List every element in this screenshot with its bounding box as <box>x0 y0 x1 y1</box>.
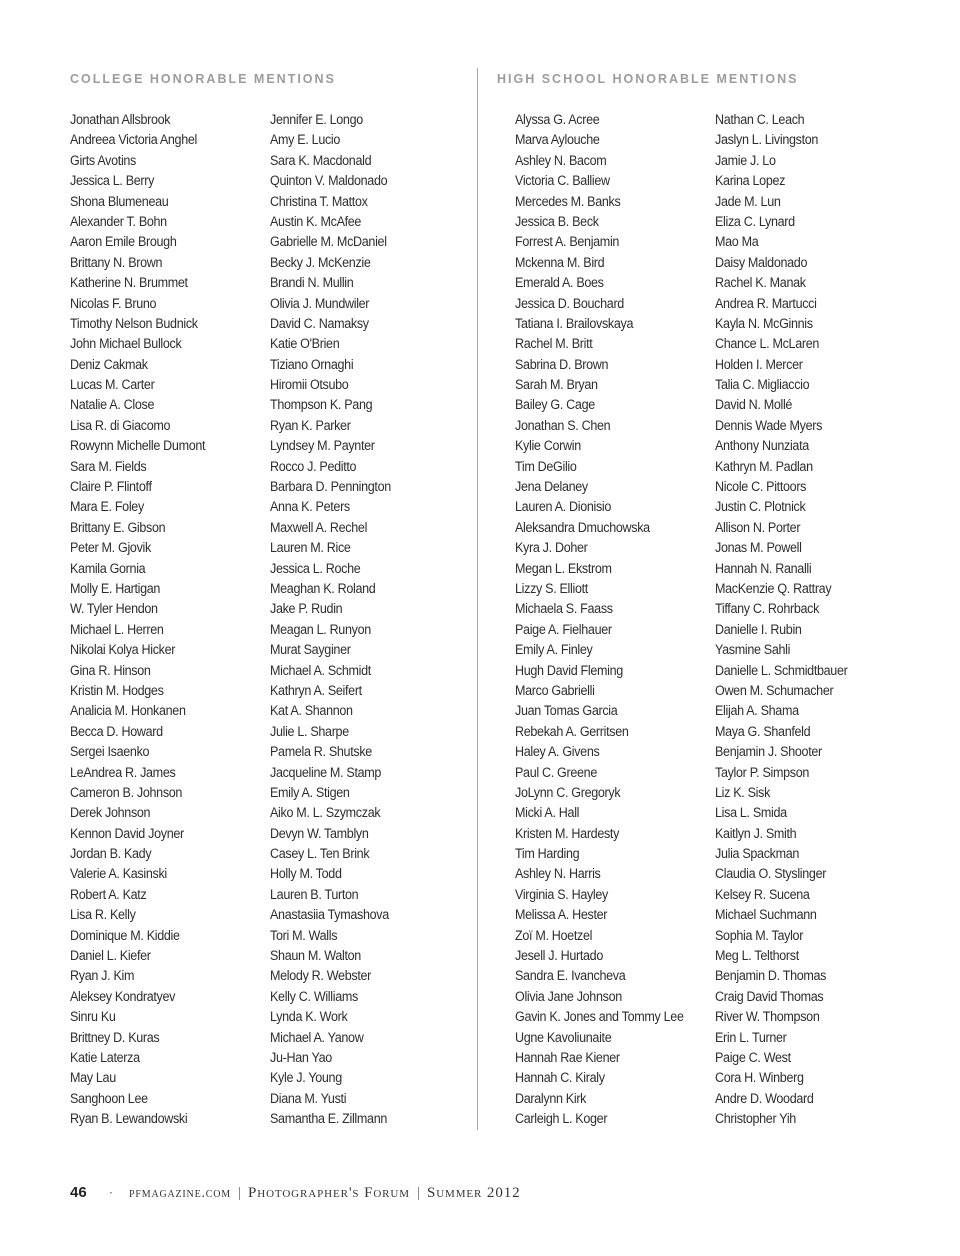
name-entry: Jordan B. Kady <box>70 846 152 862</box>
name-entry: Forrest A. Benjamin <box>515 234 620 250</box>
name-entry: Lyndsey M. Paynter <box>270 438 375 454</box>
name-entry: Brittany E. Gibson <box>70 519 166 535</box>
name-entry: Lynda K. Work <box>270 1009 348 1025</box>
name-entry: Julie L. Sharpe <box>270 723 349 739</box>
name-entry: Jessica L. Berry <box>70 173 155 189</box>
name-entry: Ryan B. Lewandowski <box>70 1111 188 1127</box>
name-entry: Katie Laterza <box>70 1049 140 1065</box>
name-entry: Melody R. Webster <box>270 968 371 984</box>
name-entry: Liz K. Sisk <box>715 784 771 800</box>
name-entry: Rowynn Michelle Dumont <box>70 438 206 454</box>
footer-divider: | <box>237 1185 241 1201</box>
name-entry: Lisa R. Kelly <box>70 907 136 923</box>
name-entry: Taylor P. Simpson <box>715 764 810 780</box>
name-entry: John Michael Bullock <box>70 336 182 352</box>
name-entry: Benjamin J. Shooter <box>715 744 822 760</box>
name-entry: Chance L. McLaren <box>715 336 820 352</box>
name-entry: Lucas M. Carter <box>70 377 155 393</box>
name-entry: Rachel K. Manak <box>715 275 806 291</box>
name-entry: Andrea R. Martucci <box>715 295 817 311</box>
name-entry: Brandi N. Mullin <box>270 275 354 291</box>
name-entry: Quinton V. Maldonado <box>270 173 388 189</box>
name-entry: Michael Suchmann <box>715 907 817 923</box>
name-entry: Olivia Jane Johnson <box>515 988 622 1004</box>
name-entry: Gabrielle M. McDaniel <box>270 234 387 250</box>
name-entry: Murat Sayginer <box>270 642 351 658</box>
name-entry: Emerald A. Boes <box>515 275 604 291</box>
name-entry: Natalie A. Close <box>70 397 155 413</box>
name-entry: Michael A. Yanow <box>270 1029 364 1045</box>
name-entry: Jaslyn L. Livingston <box>715 132 819 148</box>
name-entry: Kayla N. McGinnis <box>715 315 813 331</box>
name-entry: Melissa A. Hester <box>515 907 608 923</box>
high-school-names-column-2 <box>715 110 857 1130</box>
name-entry: Danielle L. Schmidtbauer <box>715 662 848 678</box>
name-entry: Maxwell A. Rechel <box>270 519 368 535</box>
name-entry: Aleksey Kondratyev <box>70 988 176 1004</box>
name-entry: Becca D. Howard <box>70 723 163 739</box>
name-entry: Holden I. Mercer <box>715 356 803 372</box>
name-entry: Talia C. Migliaccio <box>715 377 810 393</box>
name-entry: Paul C. Greene <box>515 764 597 780</box>
name-entry: Shona Blumeneau <box>70 193 169 209</box>
name-entry: Justin C. Plotnick <box>715 499 806 515</box>
name-entry: Sophia M. Taylor <box>715 927 804 943</box>
name-entry: Thompson K. Pang <box>270 397 373 413</box>
name-entry: Danielle I. Rubin <box>715 621 802 637</box>
name-entry: Jonas M. Powell <box>715 540 802 556</box>
name-entry: Kyra J. Doher <box>515 540 588 556</box>
footer-magazine-title: Photographer's Forum <box>247 1185 410 1201</box>
name-entry: Kyle J. Young <box>270 1070 342 1086</box>
footer-issue: Summer 2012 <box>426 1185 521 1201</box>
footer-separator-dot: · <box>108 1185 114 1200</box>
name-entry: Daisy Maldonado <box>715 254 808 270</box>
name-entry: Jena Delaney <box>515 479 588 495</box>
name-entry: Owen M. Schumacher <box>715 682 834 698</box>
name-entry: Michael A. Schmidt <box>270 662 371 678</box>
name-entry: Dennis Wade Myers <box>715 417 823 433</box>
name-entry: Yasmine Sahli <box>715 642 791 658</box>
name-entry: Casey L. Ten Brink <box>270 846 370 862</box>
name-entry: Jessica B. Beck <box>515 213 599 229</box>
name-entry: Katherine N. Brummet <box>70 275 188 291</box>
name-entry: Pamela R. Shutske <box>270 744 372 760</box>
name-entry: Michaela S. Faass <box>515 601 613 617</box>
name-entry: Sarah M. Bryan <box>515 377 598 393</box>
name-entry: Claire P. Flintoff <box>70 479 152 495</box>
name-entry: MacKenzie Q. Rattray <box>715 580 832 596</box>
name-entry: Jacqueline M. Stamp <box>270 764 382 780</box>
name-entry: Meg L. Telthorst <box>715 948 799 964</box>
name-entry: Benjamin D. Thomas <box>715 968 827 984</box>
name-entry: Mara E. Foley <box>70 499 144 515</box>
name-entry: Tatiana I. Brailovskaya <box>515 315 634 331</box>
name-entry: Kristin M. Hodges <box>70 682 164 698</box>
name-entry: Hannah Rae Kiener <box>515 1049 620 1065</box>
name-entry: Haley A. Givens <box>515 744 600 760</box>
name-entry: Becky J. McKenzie <box>270 254 371 270</box>
name-entry: Andreea Victoria Anghel <box>70 132 198 148</box>
name-entry: Tim Harding <box>515 846 580 862</box>
name-entry: Kennon David Joyner <box>70 825 184 841</box>
name-entry: Kaitlyn J. Smith <box>715 825 797 841</box>
name-entry: Hugh David Fleming <box>515 662 623 678</box>
name-entry: Sinru Ku <box>70 1009 116 1025</box>
name-entry: Ryan K. Parker <box>270 417 351 433</box>
name-entry: Kelsey R. Sucena <box>715 886 810 902</box>
name-entry: Lauren M. Rice <box>270 540 351 556</box>
high-school-heading: HIGH SCHOOL HONORABLE MENTIONS <box>497 72 799 86</box>
name-entry: Michael L. Herren <box>70 621 164 637</box>
name-entry: Jonathan S. Chen <box>515 417 611 433</box>
name-entry: Lauren B. Turton <box>270 886 359 902</box>
name-entry: Aaron Emile Brough <box>70 234 177 250</box>
name-entry: Karina Lopez <box>715 173 786 189</box>
name-entry: Cameron B. Johnson <box>70 784 183 800</box>
name-entry: Tiziano Ornaghi <box>270 356 354 372</box>
name-entry: Peter M. Gjovik <box>70 540 151 556</box>
name-entry: Rebekah A. Gerritsen <box>515 723 629 739</box>
name-entry: Elijah A. Shama <box>715 703 799 719</box>
name-entry: Kathryn M. Padlan <box>715 458 813 474</box>
page-number: 46 <box>70 1184 87 1201</box>
name-entry: Cora H. Winberg <box>715 1070 804 1086</box>
name-entry: Nicole C. Pittoors <box>715 479 807 495</box>
name-entry: Hannah C. Kiraly <box>515 1070 605 1086</box>
name-entry: Rachel M. Britt <box>515 336 593 352</box>
name-entry: Aiko M. L. Szymczak <box>270 805 381 821</box>
name-entry: Ryan J. Kim <box>70 968 135 984</box>
name-entry: Dominique M. Kiddie <box>70 927 180 943</box>
footer-site: pfmagazine.com <box>129 1186 231 1201</box>
name-entry: Samantha E. Zillmann <box>270 1111 388 1127</box>
name-entry: Jessica L. Roche <box>270 560 361 576</box>
name-entry: Gina R. Hinson <box>70 662 151 678</box>
name-entry: Sara M. Fields <box>70 458 147 474</box>
name-entry: Anthony Nunziata <box>715 438 809 454</box>
name-entry: River W. Thompson <box>715 1009 820 1025</box>
name-entry: Diana M. Yusti <box>270 1090 347 1106</box>
name-entry: Jessica D. Bouchard <box>515 295 624 311</box>
name-entry: Hannah N. Ranalli <box>715 560 812 576</box>
name-entry: Girts Avotins <box>70 152 137 168</box>
name-entry: Kat A. Shannon <box>270 703 353 719</box>
name-entry: Nikolai Kolya Hicker <box>70 642 176 658</box>
name-entry: Erin L. Turner <box>715 1029 787 1045</box>
name-entry: Brittany N. Brown <box>70 254 163 270</box>
name-entry: Mercedes M. Banks <box>515 193 621 209</box>
name-entry: Deniz Cakmak <box>70 356 148 372</box>
name-entry: Lizzy S. Elliott <box>515 580 588 596</box>
name-entry: Olivia J. Mundwiler <box>270 295 370 311</box>
name-entry: Julia Spackman <box>715 846 800 862</box>
name-entry: Craig David Thomas <box>715 988 824 1004</box>
name-entry: Marva Aylouche <box>515 132 600 148</box>
name-entry: Devyn W. Tamblyn <box>270 825 369 841</box>
name-entry: Tori M. Walls <box>270 927 338 943</box>
name-entry: Sara K. Macdonald <box>270 152 372 168</box>
name-entry: Jade M. Lun <box>715 193 781 209</box>
name-entry: Derek Johnson <box>70 805 151 821</box>
name-entry: Allison N. Porter <box>715 519 801 535</box>
high-school-names-column-1 <box>515 110 696 1130</box>
name-entry: Eliza C. Lynard <box>715 213 795 229</box>
name-entry: Jake P. Rudin <box>270 601 343 617</box>
name-entry: Alexander T. Bohn <box>70 213 167 229</box>
name-entry: Kylie Corwin <box>515 438 581 454</box>
name-entry: Timothy Nelson Budnick <box>70 315 198 331</box>
name-entry: Kamila Gornia <box>70 560 146 576</box>
name-entry: Paige A. Fielhauer <box>515 621 612 637</box>
footer-divider: | <box>416 1185 420 1201</box>
name-entry: W. Tyler Hendon <box>70 601 158 617</box>
name-entry: Lisa L. Smida <box>715 805 787 821</box>
name-entry: Sanghoon Lee <box>70 1090 148 1106</box>
name-entry: Megan L. Ekstrom <box>515 560 612 576</box>
name-entry: Micki A. Hall <box>515 805 580 821</box>
name-entry: Christina T. Mattox <box>270 193 368 209</box>
name-entry: Holly M. Todd <box>270 866 342 882</box>
name-entry: Lauren A. Dionisio <box>515 499 612 515</box>
name-entry: Sabrina D. Brown <box>515 356 609 372</box>
name-entry: Alyssa G. Acree <box>515 112 600 127</box>
name-entry: Ashley N. Bacom <box>515 152 607 168</box>
name-entry: Meaghan K. Roland <box>270 580 376 596</box>
name-entry: Bailey G. Cage <box>515 397 595 413</box>
name-entry: Jennifer E. Longo <box>270 112 363 127</box>
name-entry: Ugne Kavoliunaite <box>515 1029 612 1045</box>
name-entry: Victoria C. Balliew <box>515 173 610 189</box>
name-entry: Anna K. Peters <box>270 499 350 515</box>
name-entry: Jamie J. Lo <box>715 152 776 168</box>
name-entry: Sandra E. Ivancheva <box>515 968 626 984</box>
name-entry: Robert A. Katz <box>70 886 147 902</box>
name-entry: Amy E. Lucio <box>270 132 341 148</box>
name-entry: Emily A. Stigen <box>270 784 350 800</box>
name-entry: Jonathan Allsbrook <box>70 112 171 127</box>
name-entry: Brittney D. Kuras <box>70 1029 160 1045</box>
name-entry: Lisa R. di Giacomo <box>70 417 171 433</box>
name-entry: David N. Mollé <box>715 397 793 413</box>
name-entry: Rocco J. Peditto <box>270 458 357 474</box>
college-names-column-2 <box>270 110 400 1130</box>
page-footer <box>70 1184 521 1206</box>
name-entry: Daniel L. Kiefer <box>70 948 151 964</box>
name-entry: Kelly C. Williams <box>270 988 358 1004</box>
name-entry: Daralynn Kirk <box>515 1090 587 1106</box>
name-entry: Ashley N. Harris <box>515 866 601 882</box>
name-entry: Shaun M. Walton <box>270 948 361 964</box>
name-entry: Molly E. Hartigan <box>70 580 161 596</box>
name-entry: Nathan C. Leach <box>715 112 805 127</box>
name-entry: Emily A. Finley <box>515 642 593 658</box>
name-entry: Sergei Isaenko <box>70 744 150 760</box>
name-entry: Hiromii Otsubo <box>270 377 349 393</box>
name-entry: LeAndrea R. James <box>70 764 176 780</box>
name-entry: Tiffany C. Rohrback <box>715 601 820 617</box>
column-divider <box>477 68 478 1130</box>
name-entry: Ju-Han Yao <box>270 1049 332 1065</box>
college-heading: COLLEGE HONORABLE MENTIONS <box>70 72 336 86</box>
name-entry: JoLynn C. Gregoryk <box>515 784 621 800</box>
name-entry: Kristen M. Hardesty <box>515 825 620 841</box>
name-entry: Kathryn A. Seifert <box>270 682 362 698</box>
name-entry: Meagan L. Runyon <box>270 621 371 637</box>
name-entry: Virginia S. Hayley <box>515 886 608 902</box>
name-entry: Gavin K. Jones and Tommy Lee <box>515 1009 684 1025</box>
name-entry: Nicolas F. Bruno <box>70 295 157 311</box>
college-names-column-1 <box>70 110 215 1130</box>
name-entry: Anastasiia Tymashova <box>270 907 389 923</box>
name-entry: Christopher Yih <box>715 1111 796 1127</box>
name-entry: Jesell J. Hurtado <box>515 948 603 964</box>
name-entry: Maya G. Shanfeld <box>715 723 811 739</box>
name-entry: Analicia M. Honkanen <box>70 703 186 719</box>
name-entry: May Lau <box>70 1070 116 1086</box>
name-entry: Tim DeGilio <box>515 458 577 474</box>
name-entry: Claudia O. Styslinger <box>715 866 827 882</box>
name-entry: Juan Tomas Garcia <box>515 703 618 719</box>
name-entry: Barbara D. Pennington <box>270 479 391 495</box>
name-entry: Zoï M. Hoetzel <box>515 927 593 943</box>
name-entry: Andre D. Woodard <box>715 1090 814 1106</box>
name-entry: Mao Ma <box>715 234 759 250</box>
name-entry: Austin K. McAfee <box>270 213 362 229</box>
name-entry: Valerie A. Kasinski <box>70 866 167 882</box>
name-entry: Paige C. West <box>715 1049 791 1065</box>
name-entry: Katie O'Brien <box>270 336 340 352</box>
name-entry: Marco Gabrielli <box>515 682 595 698</box>
name-entry: David C. Namaksy <box>270 315 369 331</box>
name-entry: Aleksandra Dmuchowska <box>515 519 650 535</box>
name-entry: Mckenna M. Bird <box>515 254 605 270</box>
name-entry: Carleigh L. Koger <box>515 1111 608 1127</box>
